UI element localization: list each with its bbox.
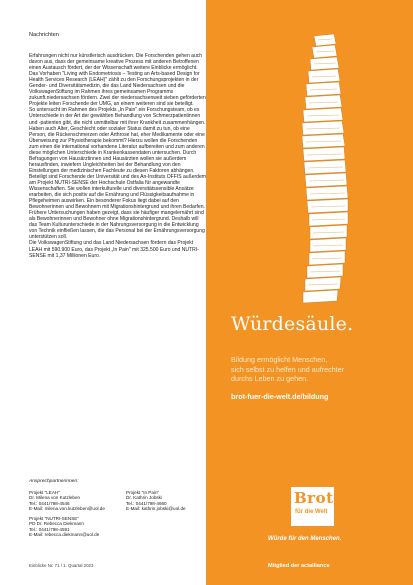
contact-phone: Tel.: 0441/798-4660 bbox=[126, 500, 167, 506]
article-paragraph: Erfahrungen nicht nur künstlerisch ausdrücken. Die Forschenden gehen auch davon aus, dass der gemeinsame kreative Prozess mit anderen Betroffenen einen Austausch fördert, der der Wissenschaft weitere Einblicke ermöglicht. bbox=[29, 53, 203, 72]
contact-block-in-pain bbox=[126, 490, 186, 511]
article-paragraph: Beteiligt sind Forschende der Universität und des An-Instituts OFFIS außerdem am Projekt NUTRI-SENSE der Hochschule Ostfalia für angewandte Wissenschaften. Sie wollen interkulturelle und diversitätssensible Ansätze erarbeiten, die sich positiv auf die Ernährung und Flüssigkeitsaufnahme in Pflegeheimen auswirken. Ein besonderer Fokus liegt dabei auf den Bewohnerinnen und Bewohnern mit Migrationshintergrund und ihren Bedarfen. Frühere Untersuchungen haben gezeigt, dass sie häufiger mangelernährt sind als Bewohnerinnen und Bewohner ohne Migrationshintergrund. Deshalb will das Team Kulturunterschiede in der Nahrungsversorgung in die Entwicklung von Technik einfließen lassen, die das Personal bei der Ernährungsversorgung unterstützen soll. bbox=[29, 173, 207, 241]
advertisement-panel bbox=[206, 0, 413, 585]
contact-block-leah bbox=[29, 490, 105, 511]
article-paragraph: Haben auch Alter, Geschlecht oder sozialer Status damit zu tun, ob eine Person, die Rückenschmerzen oder Arthrose hat, eher Medikamente oder eine Überweisung zur Physiotherapie bekommt? Hierzu wollen die Forschenden zum einen die international vorhandene Literatur aufbereiten und zum anderen diese möglichen Unterschiede in Krankenkassendaten untersuchen. Durch Befragungen von Hausärztinnen und Hausärzten wollen sie außerdem herausfinden, inwiefern Ungleichheiten bei der Behandlung von den Einstellungen der medizinischen Fachleute zu diesen Faktoren abhängen. bbox=[29, 125, 205, 174]
contact-email[interactable]: E-Mail: milena.von.kutzleben@uol.de bbox=[29, 505, 105, 511]
contact-person: PD Dr. Rebecca Diekmann bbox=[29, 521, 84, 527]
contacts-heading: Ansprechpartnerinnen: bbox=[29, 479, 79, 484]
contact-email[interactable]: E-Mail: kathrin.jobski@uol.de bbox=[126, 505, 186, 511]
contact-person: Dr. Kathrin Jobski bbox=[126, 495, 162, 501]
contact-person: Dr. Milena von Kutzleben bbox=[29, 495, 81, 501]
article-column bbox=[0, 0, 205, 585]
brot-fuer-die-welt-logo bbox=[291, 487, 334, 526]
article-paragraph: So untersucht im Rahmen des Projekts „In Pain" ein Forschungsteam, ob es Unterschiede in der Art der gewählten Behandlung von Schmerzpatientinnen und -patienten gibt, die nicht unmittelbar mit ihrer Krankheit zusammenhängen. bbox=[29, 107, 206, 126]
contact-project: Projekt "NUTRI-SENSE" bbox=[29, 516, 79, 521]
spine-illustration-icon bbox=[206, 0, 413, 340]
ad-tagline-line: Bildung ermöglicht Menschen, bbox=[231, 355, 328, 364]
logo-wordmark: Brot bbox=[294, 489, 334, 507]
contact-project: Projekt "LEAH" bbox=[29, 490, 60, 495]
section-header: Nachrichten bbox=[29, 32, 59, 38]
ad-tagline-line: durchs Leben zu gehen. bbox=[231, 374, 309, 383]
ad-url-link[interactable]: brot-fuer-die-welt.de/bildung bbox=[231, 392, 329, 401]
contact-phone: Tel.: 0441/798-4591 bbox=[29, 526, 70, 532]
logo-slogan: Würde für den Menschen. bbox=[268, 536, 342, 542]
article-paragraph: Das Vorhaben "Living with Endometriosis – Testing an Arts-based Design for Health Services Research (LEAH)" zählt zu den Forschungsprojekten in der Gender- und Diversitätsmedizin, die das Land Niedersachsen und die VolkswagenStiftung im Rahmen ihres gemeinsamen Programms zukunft.niedersachsen fördern. Zwei der niedersachsenweit sieben geförderten Projekte leiten Forschende der UMG, an einem weiteren sind sie beteiligt. bbox=[29, 71, 206, 108]
logo-subline: für die Welt bbox=[295, 509, 328, 515]
ad-tagline bbox=[231, 355, 344, 384]
ad-tagline-line: sich selbst zu helfen und aufrechter bbox=[231, 364, 345, 374]
article-paragraph: Die VolkswagenStiftung und das Land Niedersachsen fördern das Projekt LEAH mit 590.900 Euro, das Projekt „In Pain" mit 325.500 Euro und NUTRI-SENSE mit 1,37 Millionen Euro. bbox=[29, 240, 199, 259]
ad-headline: Würdesäule. bbox=[231, 313, 354, 335]
contact-block-nutri-sense bbox=[29, 516, 99, 537]
actalliance-member-note: Mitglied der actalliance bbox=[268, 563, 330, 569]
article-body bbox=[29, 53, 206, 259]
contact-email[interactable]: E-Mail: rebecca.diekmann@uol.de bbox=[29, 531, 100, 537]
footer-note: Einblicke Nr. 71 / 1. Quartal 2023 bbox=[29, 563, 94, 568]
contact-phone: Tel.: 0441/798-4546 bbox=[29, 500, 70, 506]
contact-project: Projekt "In Pain" bbox=[126, 490, 160, 495]
